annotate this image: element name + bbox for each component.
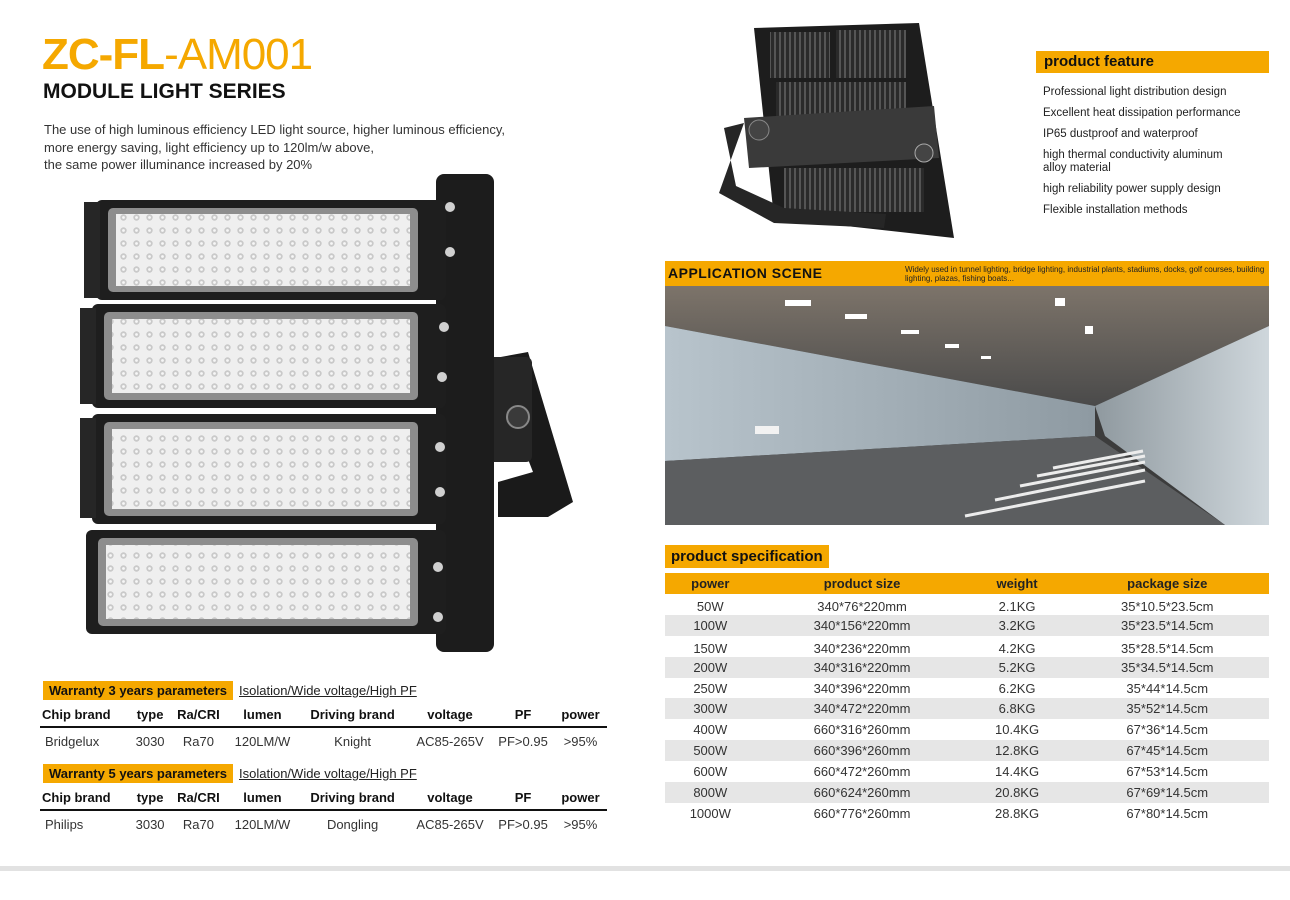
table-cell: 120LM/W xyxy=(234,817,291,832)
feature-item: IP65 dustproof and waterproof xyxy=(1043,128,1198,140)
column-header: voltage xyxy=(408,703,492,727)
column-header: weight xyxy=(969,573,1066,594)
table-cell: Knight xyxy=(334,734,372,749)
table-cell: 67*36*14.5cm xyxy=(1126,722,1209,738)
column-header: PF xyxy=(492,786,554,810)
table-cell: PF>0.95 xyxy=(498,817,548,832)
model-title xyxy=(42,30,312,80)
column-header: product size xyxy=(756,573,969,594)
table-row xyxy=(665,636,1269,657)
table-row xyxy=(40,810,607,838)
table-cell: 35*34.5*14.5cm xyxy=(1066,657,1269,678)
warranty-3y-badge: Warranty 3 years parameters xyxy=(43,681,233,700)
table-header-row xyxy=(40,703,607,727)
table-row xyxy=(665,740,1269,761)
table-cell: 14.4KG xyxy=(995,764,1040,780)
feature-item: high thermal conductivity aluminum alloy material xyxy=(1043,149,1223,174)
column-header: lumen xyxy=(228,703,298,727)
table-cell: 67*80*14.5cm xyxy=(1126,805,1209,821)
spec-table xyxy=(665,573,1269,824)
tunnel-scene-photo xyxy=(665,286,1269,525)
table-cell: PF>0.95 xyxy=(498,734,548,749)
table-cell: 400W xyxy=(693,722,728,738)
table-cell: 5.2KG xyxy=(969,657,1066,678)
table-cell: 50W xyxy=(696,598,724,614)
table-cell: 500W xyxy=(665,740,756,761)
table-cell: 35*10.5*23.5cm xyxy=(1121,598,1214,614)
column-header: Chip brand xyxy=(40,786,131,810)
table-cell: Ra70 xyxy=(182,817,214,832)
table-cell: 35*28.5*14.5cm xyxy=(1121,640,1214,656)
feature-list xyxy=(1043,86,1273,225)
table-cell: AC85-265V xyxy=(416,817,484,832)
warranty-5y-heading xyxy=(43,763,417,783)
table-cell: 6.8KG xyxy=(969,698,1066,719)
column-header: package size xyxy=(1066,573,1269,594)
table-cell: 250W xyxy=(693,680,728,696)
table-cell: 660*316*260mm xyxy=(813,722,911,738)
table-cell: >95% xyxy=(563,817,598,832)
table-cell: 35*44*14.5cm xyxy=(1126,680,1209,696)
table-cell: AC85-265V xyxy=(416,734,484,749)
warranty-5y-note: Isolation/Wide voltage/High PF xyxy=(239,765,417,781)
intro-line: the same power illuminance increased by 20% xyxy=(44,157,313,172)
table-cell: 340*316*220mm xyxy=(756,657,969,678)
table-cell: 340*472*220mm xyxy=(756,698,969,719)
table-cell: 300W xyxy=(665,698,756,719)
table-cell: 4.2KG xyxy=(998,640,1036,656)
column-header: Ra/CRI xyxy=(169,786,227,810)
model-code: ZC-FL xyxy=(42,30,165,79)
table-cell: 35*52*14.5cm xyxy=(1066,698,1269,719)
table-cell: 35*23.5*14.5cm xyxy=(1066,615,1269,636)
table-cell: 800W xyxy=(665,782,756,803)
column-header: voltage xyxy=(408,786,492,810)
table-cell: 120LM/W xyxy=(234,734,291,749)
module-floodlight-front-image xyxy=(78,172,578,654)
table-cell: 10.4KG xyxy=(995,722,1040,738)
table-cell: 660*776*260mm xyxy=(813,805,911,821)
table-cell: 660*624*260mm xyxy=(756,782,969,803)
table-cell: 28.8KG xyxy=(995,805,1040,821)
table-cell: 20.8KG xyxy=(969,782,1066,803)
table-cell: 200W xyxy=(665,657,756,678)
table-cell: 340*396*220mm xyxy=(813,680,911,696)
table-cell: 3030 xyxy=(135,817,165,832)
warranty-3y-table xyxy=(40,703,607,755)
table-cell: Dongling xyxy=(326,817,379,832)
table-row xyxy=(665,698,1269,719)
intro-line: more energy saving, light efficiency up to 120lm/w above, xyxy=(44,139,374,155)
table-cell: 67*53*14.5cm xyxy=(1126,764,1209,780)
feature-item: Excellent heat dissipation performance xyxy=(1043,107,1241,119)
table-row xyxy=(665,803,1269,824)
table-cell: Ra70 xyxy=(182,734,214,749)
table-cell: Philips xyxy=(45,817,84,832)
table-row xyxy=(665,782,1269,803)
feature-item: Flexible installation methods xyxy=(1043,204,1188,216)
column-header: PF xyxy=(492,703,554,727)
table-cell: 600W xyxy=(693,764,728,780)
intro-text xyxy=(44,121,564,174)
table-cell: 12.8KG xyxy=(969,740,1066,761)
column-header: type xyxy=(131,703,169,727)
table-cell: 67*45*14.5cm xyxy=(1066,740,1269,761)
table-row xyxy=(665,657,1269,678)
application-scene-banner xyxy=(665,261,1269,286)
warranty-3y-heading xyxy=(43,680,417,700)
warranty-5y-badge: Warranty 5 years parameters xyxy=(43,764,233,783)
column-header: type xyxy=(131,786,169,810)
spec-title: product specification xyxy=(665,545,829,568)
column-header: power xyxy=(665,573,756,594)
warranty-5y-table xyxy=(40,786,607,838)
page-divider xyxy=(0,866,1290,871)
table-cell: 340*156*220mm xyxy=(756,615,969,636)
table-row xyxy=(40,727,607,755)
column-header: power xyxy=(554,703,607,727)
warranty-3y-note: Isolation/Wide voltage/High PF xyxy=(239,682,417,698)
column-header: Ra/CRI xyxy=(169,703,227,727)
model-suffix: -AM001 xyxy=(164,30,313,79)
table-cell: >95% xyxy=(563,734,598,749)
table-cell: 150W xyxy=(693,640,728,656)
application-scene-description: Widely used in tunnel lighting, bridge lighting, industrial plants, stadiums, docks, golf courses, building lighting, plazas, fishing boats... xyxy=(905,265,1265,283)
table-cell: 660*472*260mm xyxy=(813,764,911,780)
intro-line: The use of high luminous efficiency LED light source, higher luminous efficiency, xyxy=(44,122,506,137)
table-cell: 3.2KG xyxy=(969,615,1066,636)
column-header: Chip brand xyxy=(40,703,131,727)
table-cell: 3030 xyxy=(135,734,165,749)
table-row xyxy=(665,761,1269,782)
table-row xyxy=(665,594,1269,615)
feature-item: Professional light distribution design xyxy=(1043,86,1227,98)
table-header-row xyxy=(40,786,607,810)
table-header-row xyxy=(665,573,1269,594)
table-cell: 1000W xyxy=(689,805,731,821)
application-scene-title: APPLICATION SCENE xyxy=(668,265,823,281)
table-cell: Bridgelux xyxy=(45,734,100,749)
table-cell: 340*76*220mm xyxy=(817,598,907,614)
table-row xyxy=(665,719,1269,740)
column-header: Driving brand xyxy=(297,786,408,810)
feature-title: product feature xyxy=(1036,51,1269,73)
table-cell: 2.1KG xyxy=(998,598,1036,614)
column-header: Driving brand xyxy=(297,703,408,727)
module-floodlight-rear-image xyxy=(714,18,960,246)
column-header: power xyxy=(554,786,607,810)
table-row xyxy=(665,678,1269,699)
table-cell: 100W xyxy=(665,615,756,636)
table-cell: 6.2KG xyxy=(998,680,1036,696)
table-cell: 340*236*220mm xyxy=(813,640,911,656)
feature-item: high reliability power supply design xyxy=(1043,183,1221,195)
column-header: lumen xyxy=(228,786,298,810)
series-title: MODULE LIGHT SERIES xyxy=(43,80,286,103)
table-cell: 660*396*260mm xyxy=(756,740,969,761)
table-row xyxy=(665,615,1269,636)
table-cell: 67*69*14.5cm xyxy=(1066,782,1269,803)
